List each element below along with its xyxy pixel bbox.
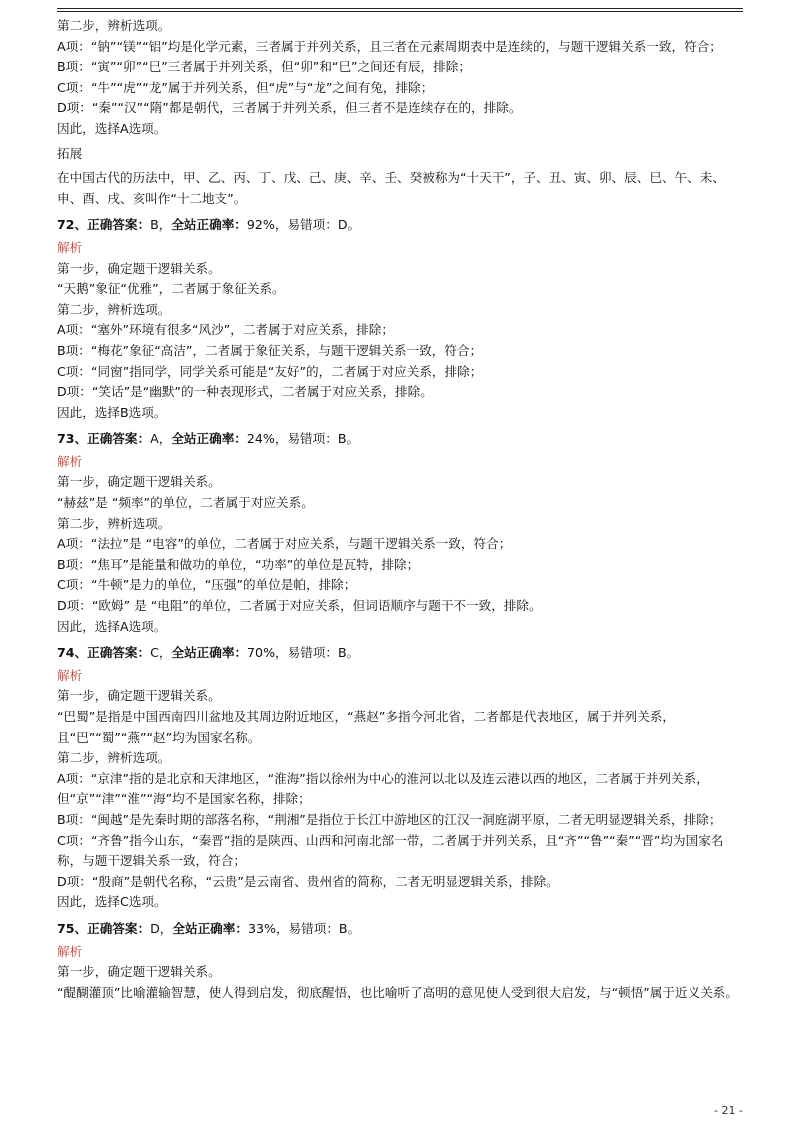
q72-line: 第二步，辨析选项。: [57, 301, 171, 317]
q72-analysis-label: 解析: [57, 239, 83, 255]
q74-rate: 70%，易错项：B。: [247, 645, 360, 661]
q71-option-a: A项：“钠”“镁”“铝”均是化学元素，三者属于并列关系，且三者在元素周期表中是连续的，与题干逻辑关系一致，符合；: [57, 38, 722, 54]
q71-option-d: D项：“秦”“汉”“隋”都是朝代，三者属于并列关系，但三者不是连续存在的，排除。: [57, 100, 522, 116]
q75-header: [57, 919, 747, 940]
q73-line: C项：“牛顿”是力的单位，“压强”的单位是帕，排除；: [57, 577, 357, 593]
q74-line: 第一步，确定题干逻辑关系。: [57, 688, 221, 704]
q72-line: D项：“笑话”是“幽默”的一种表现形式，二者属于对应关系，排除。: [57, 384, 433, 400]
q75-line: 第一步，确定题干逻辑关系。: [57, 964, 221, 980]
q73-header-label: 73、正确答案：: [57, 431, 151, 447]
q75-header-label: 75、正确答案：: [57, 920, 151, 936]
q73-line: “赫兹”是 “频率”的单位，二者属于对应关系。: [57, 495, 314, 511]
q75-answer: D，: [150, 920, 173, 936]
q73-analysis-label: 解析: [57, 453, 83, 469]
extension-title: 拓展: [57, 145, 83, 161]
q72-header: [57, 215, 747, 236]
q74-analysis-label: 解析: [57, 667, 83, 683]
q72-line: A项：“塞外”环境有很多“风沙”，二者属于对应关系，排除；: [57, 322, 394, 338]
q75-line: “醍醐灌顶”比喻灌输智慧，使人得到启发，彻底醒悟，也比喻听了高明的意见使人受到很大启发，与“顿悟”属于近义关系。: [57, 984, 738, 1000]
q71-step2: 第二步，辨析选项。: [57, 18, 171, 33]
q74-header-label: 74、正确答案：: [57, 645, 151, 661]
q72-line: C项：“同窗”指同学，同学关系可能是“友好”的，二者属于对应关系，排除；: [57, 363, 483, 379]
q71-conclusion: 因此，选择A选项。: [57, 120, 167, 136]
q73-rate: 24%，易错项：B。: [246, 431, 360, 447]
q72-rate: 92%，易错项：D。: [246, 217, 361, 233]
q72-line: 因此，选择B选项。: [57, 404, 167, 420]
q74-line: D项：“殷商”是朝代名称，“云贵”是云南省、贵州省的简称，二者无明显逻辑关系，排除。: [57, 873, 559, 889]
q74-line: 因此，选择C选项。: [57, 894, 167, 910]
q74-line: C项：“齐鲁”指今山东，“秦晋”指的是陕西、山西和河南北部一带，二者属于并列关系，且“齐”“鲁”“秦”“晋”均为国家名称，与题干逻辑关系一致，符合；: [57, 832, 724, 869]
header-rule: [57, 8, 743, 9]
q73-line: B项：“焦耳”是能量和做功的单位，“功率”的单位是瓦特，排除；: [57, 556, 420, 572]
q72-line: B项：“梅花”象征“高洁”，二者属于象征关系，与题干逻辑关系一致，符合；: [57, 342, 483, 358]
q74-line: A项：“京津”指的是北京和天津地区，“淮海”指以徐州为中心的淮河以北以及连云港以西的地区，二者属于并列关系，但“京”“津”“淮”“海”均不是国家名称，排除；: [57, 770, 709, 807]
q73-line: 第二步，辨析选项。: [57, 515, 171, 531]
q73-header: [57, 429, 747, 450]
header-rule-inner: [57, 11, 743, 12]
q75-rate: 33%，易错项：B。: [247, 920, 361, 936]
q75-rate-label: 全站正确率：: [172, 920, 248, 936]
extension-text: 在中国古代的历法中，甲、乙、丙、丁、戊、己、庚、辛、壬、癸被称为“十天干”，子、丑、寅、卯、辰、巳、午、未、申、酉、戌、亥叫作“十二地支”。: [57, 170, 725, 206]
q73-rate-label: 全站正确率：: [171, 431, 247, 447]
page-number: - 21 -: [714, 1104, 743, 1117]
q74-line: “巴蜀”是指是中国西南四川盆地及其周边附近地区，“燕赵”多指今河北省，二者都是代表地区，属于并列关系，且“巴”“蜀”“燕”“赵”均为国家名称。: [57, 709, 676, 745]
q72-rate-label: 全站正确率：: [171, 217, 247, 233]
q74-header: [57, 643, 747, 664]
q72-line: 第一步，确定题干逻辑关系。: [57, 260, 221, 276]
q74-rate-label: 全站正确率：: [171, 645, 248, 661]
document-body: [57, 16, 747, 1003]
q72-line: “天鹅”象征“优雅”，二者属于象征关系。: [57, 281, 285, 297]
q73-line: A项：“法拉”是 “电容”的单位，二者属于对应关系，与题干逻辑关系一致，符合；: [57, 536, 512, 552]
q71-option-b: B项：“寅”“卯”“巳”三者属于并列关系，但“卯”和“巳”之间还有辰，排除；: [57, 59, 471, 75]
q73-line: D项：“欧姆” 是 “电阻”的单位，二者属于对应关系，但词语顺序与题干不一致，排除。: [57, 598, 542, 614]
q73-answer: A，: [150, 431, 172, 447]
q73-line: 第一步，确定题干逻辑关系。: [57, 474, 221, 490]
q71-option-c: C项：“牛”“虎”“龙”属于并列关系，但“虎”与“龙”之间有兔，排除；: [57, 79, 434, 95]
q72-answer: B，: [150, 217, 172, 233]
q73-line: 因此，选择A选项。: [57, 618, 167, 634]
q74-answer: C，: [150, 645, 172, 661]
q72-header-label: 72、正确答案：: [57, 217, 151, 233]
q74-line: 第二步，辨析选项。: [57, 750, 171, 766]
q75-analysis-label: 解析: [57, 943, 83, 959]
q74-line: B项：“闽越”是先秦时期的部落名称，“荆湘”是指位于长江中游地区的江汉一洞庭湖平原，二者无明显逻辑关系，排除；: [57, 811, 722, 827]
